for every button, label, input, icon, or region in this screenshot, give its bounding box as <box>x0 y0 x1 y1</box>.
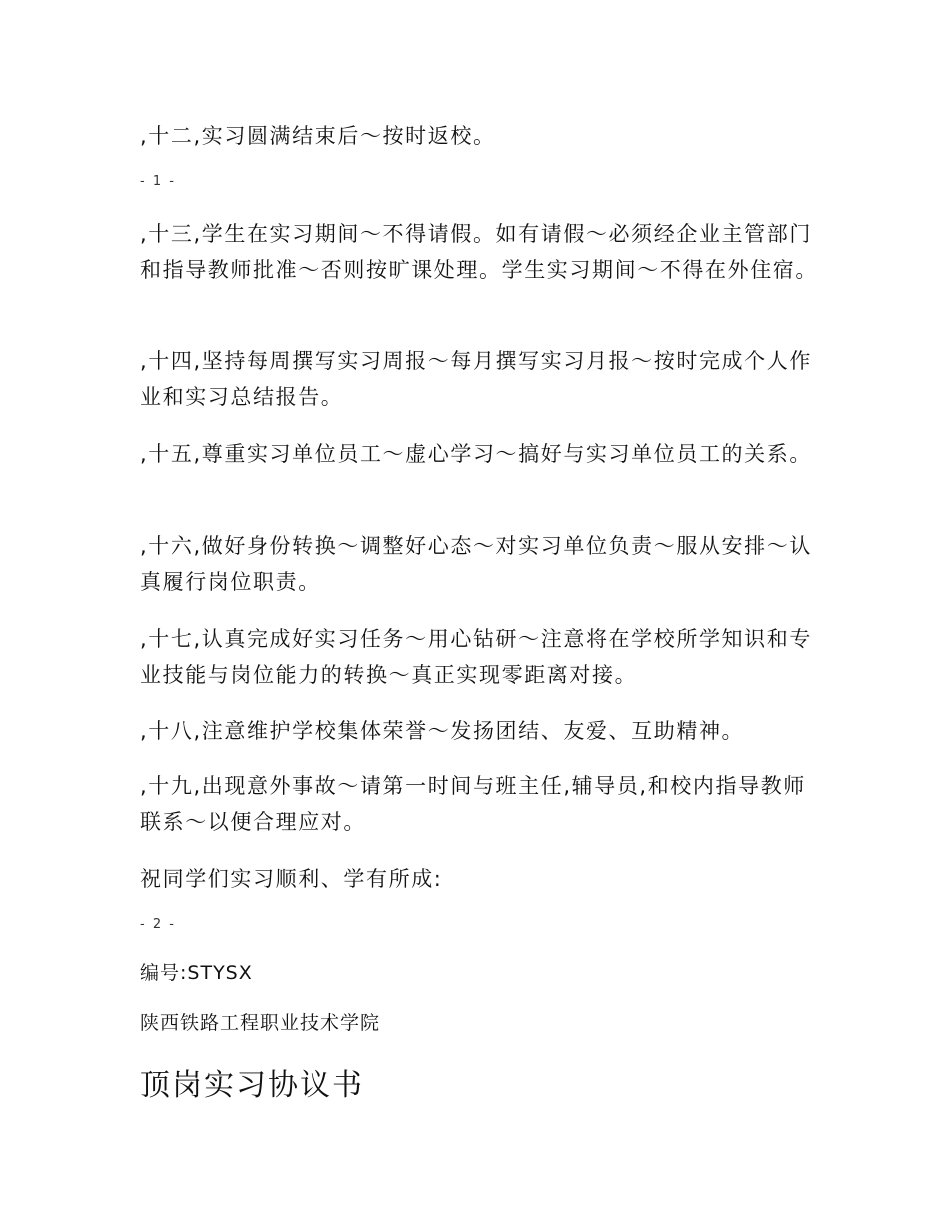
clause-13: ,十三,学生在实习期间～不得请假。如有请假～必须经企业主管部门和指导教师批准～否则按旷课处理。学生实习期间～不得在外住宿。 <box>140 222 818 282</box>
clause-16: ,十六,做好身份转换～调整好心态～对实习单位负责～服从安排～认真履行岗位职责。 <box>140 534 812 594</box>
clause-19: ,十九,出现意外事故～请第一时间与班主任,辅导员,和校内指导教师联系～以便合理应对。 <box>140 774 806 834</box>
agreement-title: 顶岗实习协议书 <box>140 1068 364 1103</box>
serial-number: 编号:STYSX <box>140 962 253 984</box>
clause-15: ,十五,尊重实习单位员工～虚心学习～搞好与实习单位员工的关系。 <box>140 442 812 466</box>
page-number-1: - 1 - <box>140 174 176 189</box>
closing-line: 祝同学们实习顺利、学有所成: <box>140 867 443 891</box>
page-number-2: - 2 - <box>140 917 176 932</box>
clause-12: ,十二,实习圆满结束后～按时返校。 <box>140 124 496 148</box>
clause-17: ,十七,认真完成好实习任务～用心钻研～注意将在学校所学知识和专业技能与岗位能力的转换～真正实现零距离对接。 <box>140 627 812 687</box>
clause-14: ,十四,坚持每周撰写实习周报～每月撰写实习月报～按时完成个人作业和实习总结报告。 <box>140 349 812 409</box>
institution-name: 陕西铁路工程职业技术学院 <box>140 1012 381 1034</box>
clause-18: ,十八,注意维护学校集体荣誉～发扬团结、友爱、互助精神。 <box>140 719 745 743</box>
